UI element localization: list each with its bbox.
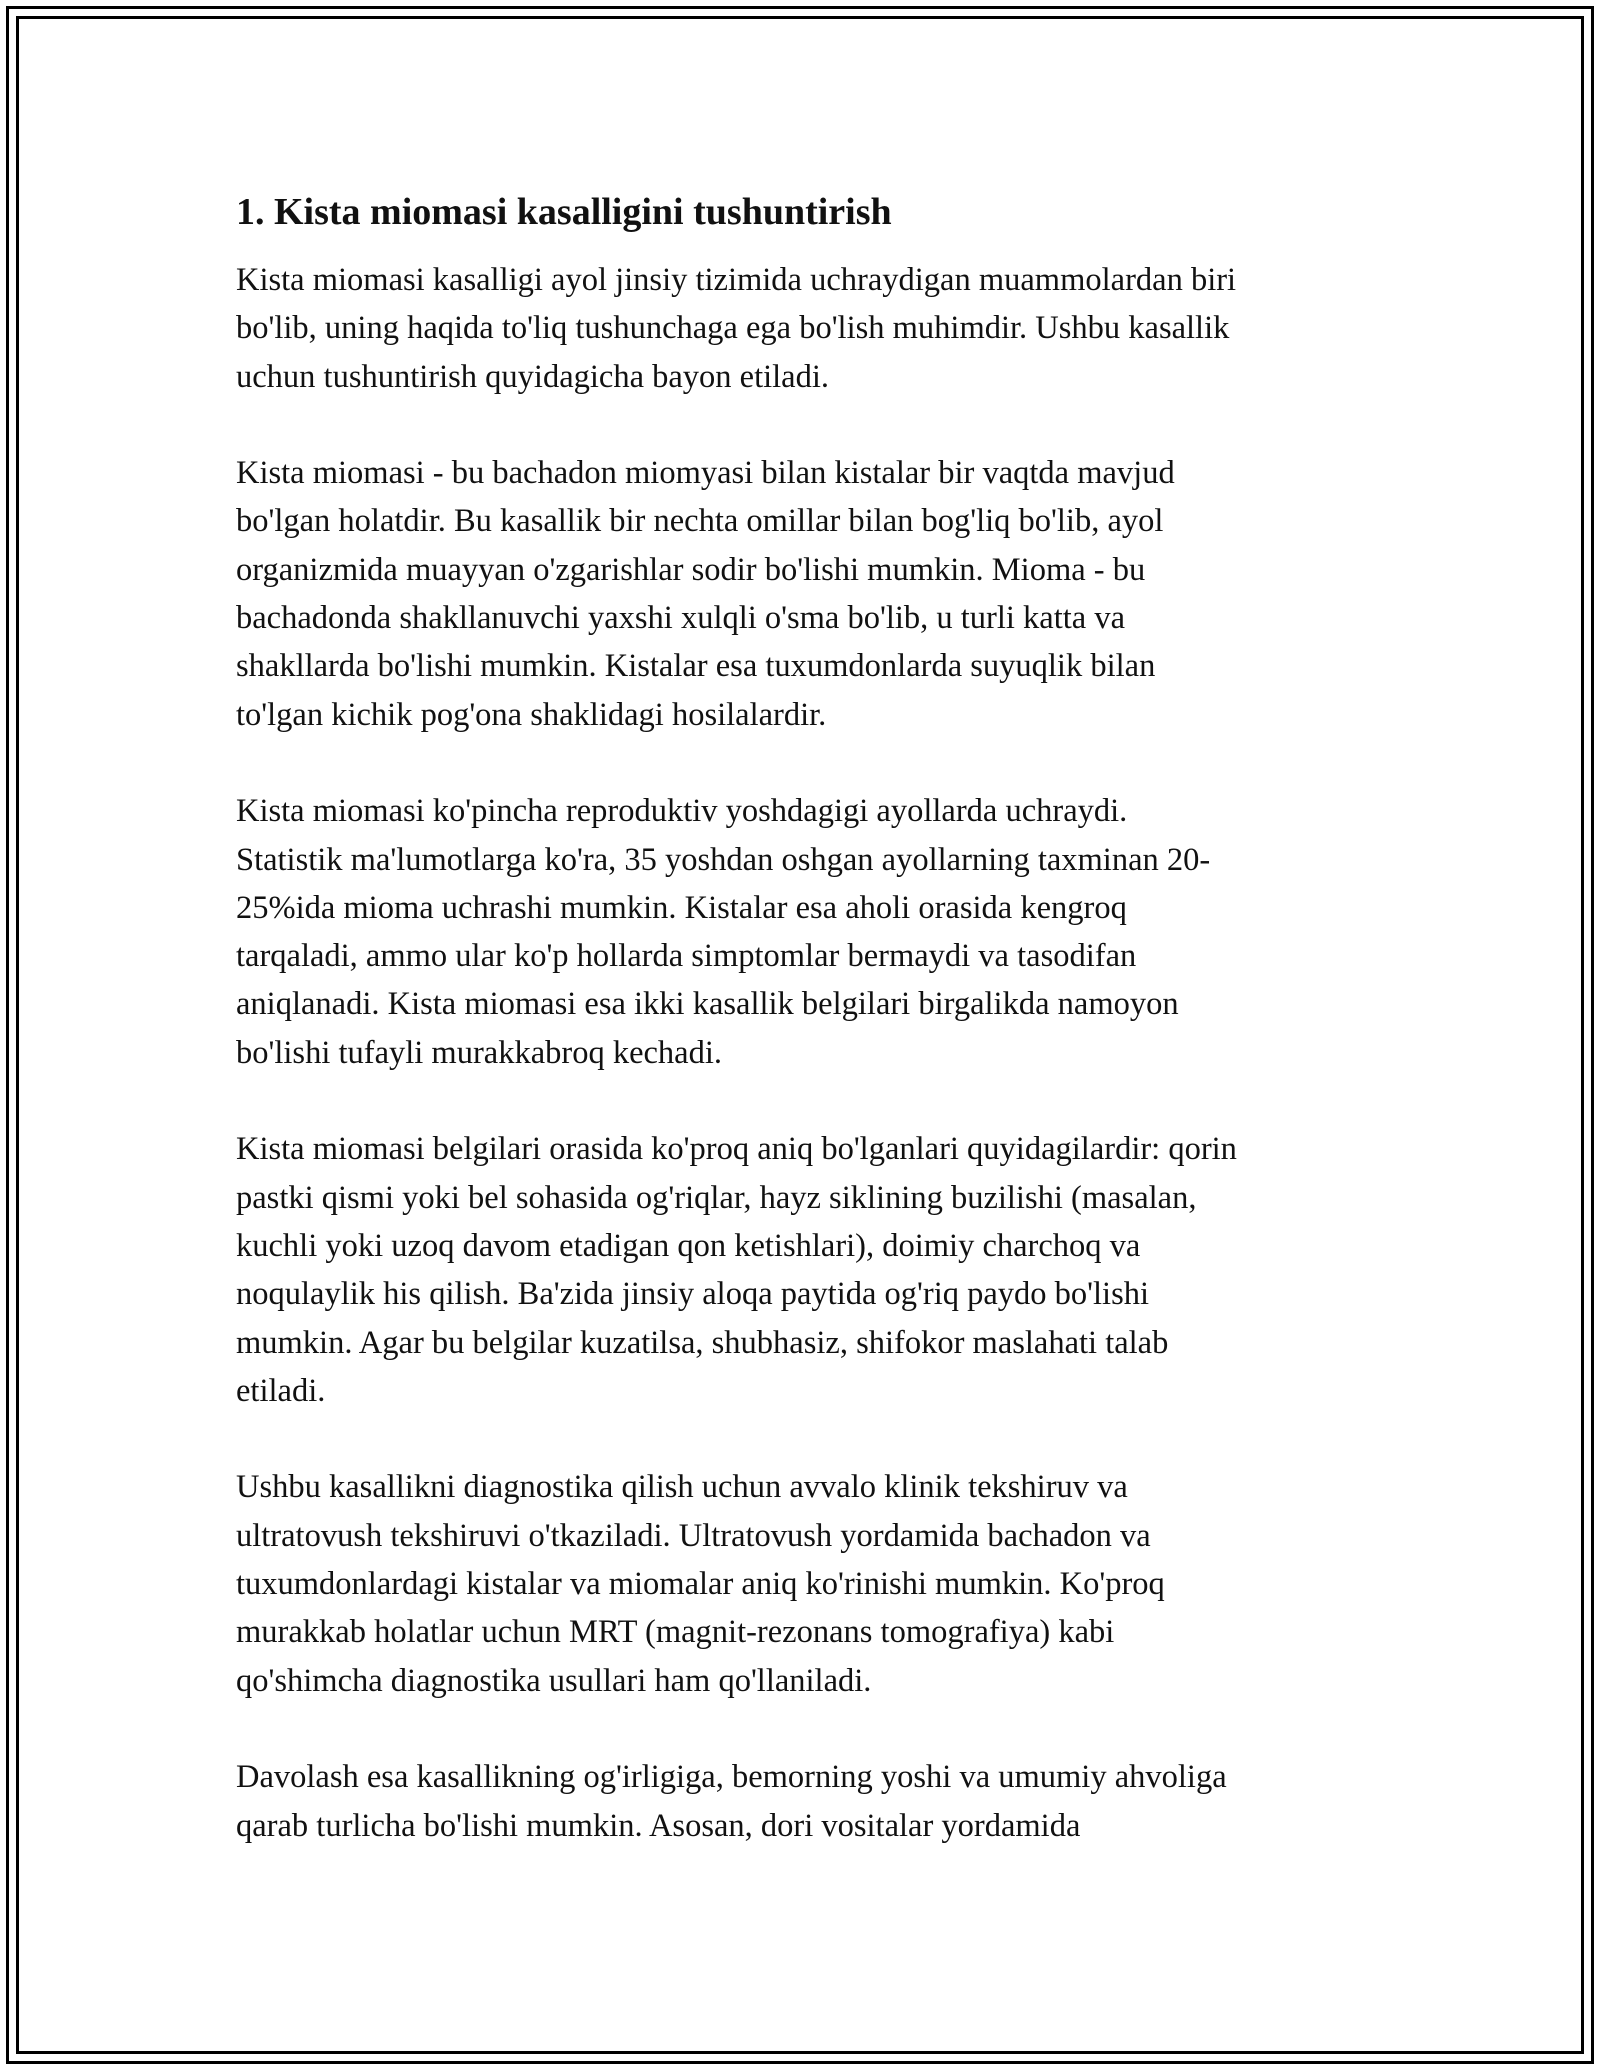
paragraph-line: aniqlanadi. Kista miomasi esa ikki kasallik belgilari birgalikda namoyon [236,986,1179,1023]
paragraph-line: mumkin. Agar bu belgilar kuzatilsa, shubhasiz, shifokor maslahati talab [236,1324,1169,1361]
paragraph-line: Kista miomasi kasalligi ayol jinsiy tizimida uchraydigan muammolardan biri [236,262,1237,298]
paragraph-line: kuchli yoki uzoq davom etadigan qon ketishlari), doimiy charchoq va [236,1227,1141,1264]
paragraph-line: ultratovush tekshiruvi o'tkaziladi. Ultratovush yordamida bachadon va [236,1517,1151,1554]
paragraph-line: bo'lishi tufayli murakkabroq kechadi. [236,1034,723,1071]
paragraph-treatment [236,1753,1376,1850]
document-body [236,188,1376,1898]
paragraph-line: noqulaylik his qilish. Ba'zida jinsiy aloqa paytida og'riq paydo bo'lishi [236,1276,1150,1313]
paragraph-line: pastki qismi yoki bel sohasida og'riqlar, hayz siklining buzilishi (masalan, [236,1179,1197,1216]
paragraph-line: tarqaladi, ammo ular ko'p hollarda simptomlar bermaydi va tasodifan [236,938,1137,975]
paragraph-line: bo'lib, uning haqida to'liq tushunchaga ega bo'lish muhimdir. Ushbu kasallik [236,310,1230,347]
paragraph-line: uchun tushuntirish quyidagicha bayon etiladi. [236,358,830,395]
paragraph-line: qarab turlicha bo'lishi mumkin. Asosan, dori vositalar yordamida [236,1807,1081,1844]
paragraph-line: bachadonda shakllanuvchi yaxshi xulqli o'sma bo'lib, u turli katta va [236,600,1126,637]
paragraph-line: qo'shimcha diagnostika usullari ham qo'llaniladi. [236,1662,872,1699]
section-heading: 1. Kista miomasi kasalligini tushuntirish [236,191,892,233]
paragraph-line: 25%ida mioma uchrashi mumkin. Kistalar esa aholi orasida kengroq [236,889,1127,926]
paragraph-line: etiladi. [236,1372,326,1409]
paragraph-diagnostics [236,1463,1376,1704]
paragraph-line: murakkab holatlar uchun MRT (magnit-rezonans tomografiya) kabi [236,1614,1115,1651]
paragraph-intro [236,256,1376,401]
paragraph-line: Kista miomasi belgilari orasida ko'proq aniq bo'lganlari quyidagilardir: qorin [236,1131,1237,1168]
paragraph-symptoms [236,1125,1376,1415]
paragraph-line: organizmida muayyan o'zgarishlar sodir bo'lishi mumkin. Mioma - bu [236,551,1146,588]
paragraph-line: Kista miomasi ko'pincha reproduktiv yoshdagigi ayollarda uchraydi. [236,793,1128,830]
paragraph-line: Davolash esa kasallikning og'irligiga, bemorning yoshi va umumiy ahvoliga [236,1759,1227,1796]
paragraph-line: Kista miomasi - bu bachadon miomyasi bilan kistalar bir vaqtda mavjud [236,455,1175,492]
paragraph-line: to'lgan kichik pog'ona shaklidagi hosilalardir. [236,696,827,733]
paragraph-statistics [236,787,1376,1077]
paragraph-definition [236,449,1376,739]
paragraph-line: tuxumdonlardagi kistalar va miomalar aniq ko'rinishi mumkin. Ko'proq [236,1566,1165,1603]
paragraph-line: bo'lgan holatdir. Bu kasallik bir nechta omillar bilan bog'liq bo'lib, ayol [236,503,1164,540]
paragraph-line: Ushbu kasallikni diagnostika qilish uchun avvalo klinik tekshiruv va [236,1469,1128,1506]
paragraph-line: Statistik ma'lumotlarga ko'ra, 35 yoshdan oshgan ayollarning taxminan 20- [236,841,1211,878]
paragraph-line: shakllarda bo'lishi mumkin. Kistalar esa tuxumdonlarda suyuqlik bilan [236,648,1156,685]
